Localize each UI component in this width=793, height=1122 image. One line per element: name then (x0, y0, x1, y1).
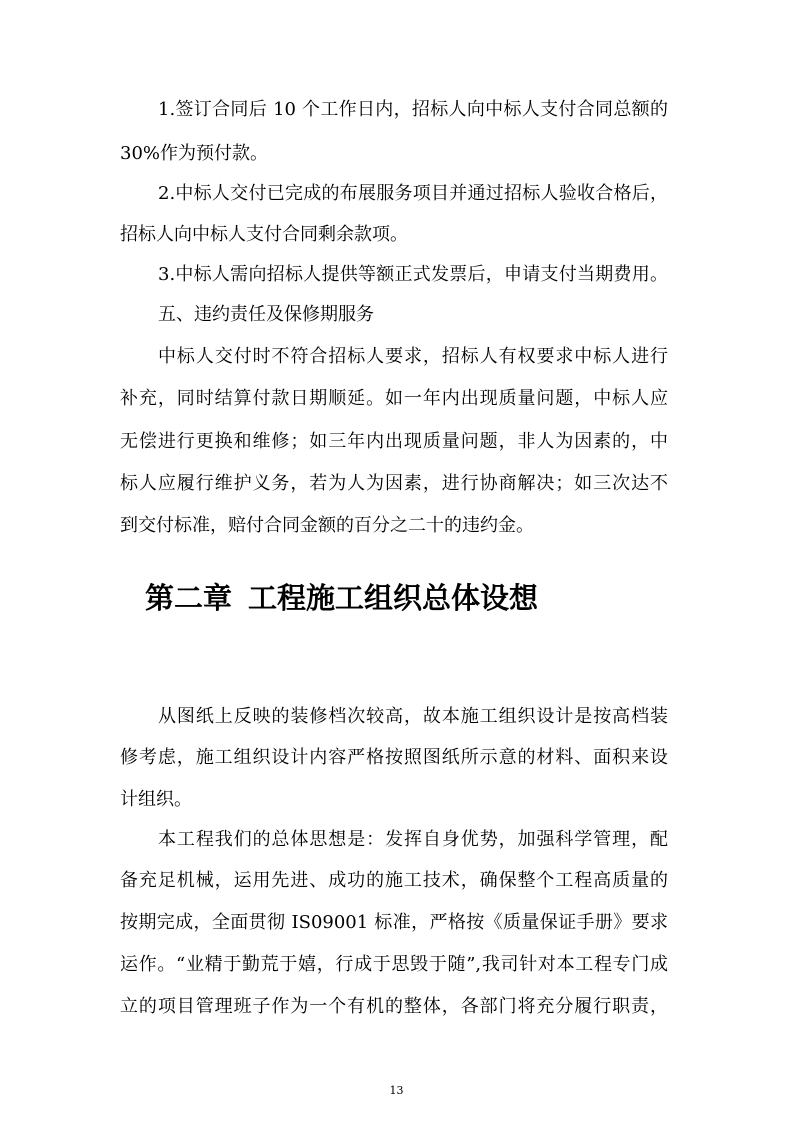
chapter-number: 第二章 (145, 581, 233, 615)
concept-para-2-line-5: 立的项目管理班子作为一个有机的整体，各部门将充分履行职责， (120, 996, 668, 1017)
payment-item-2-line-1: 2.中标人交付已完成的布展服务项目并通过招标人验收合格后， (158, 183, 668, 204)
liability-para-line-1: 中标人交付时不符合招标人要求，招标人有权要求中标人进行 (158, 346, 668, 367)
liability-para-line-4: 标人应履行维护义务，若为人为因素，进行协商解决；如三次达不 (120, 473, 668, 494)
payment-item-2-line-2: 招标人向中标人支付合同剩余款项。 (120, 224, 408, 245)
chapter-title: 工程施工组织总体设想 (248, 581, 539, 615)
chapter-heading (145, 578, 538, 618)
payment-item-3-line-1: 3.中标人需向招标人提供等额正式发票后，申请支付当期费用。 (158, 264, 668, 285)
payment-item-1-line-1: 1.签订合同后 10 个工作日内，招标人向中标人支付合同总额的 (158, 99, 668, 120)
concept-para-2-line-1: 本工程我们的总体思想是：发挥自身优势，加强科学管理，配 (158, 829, 668, 850)
liability-para-line-3: 无偿进行更换和维修；如三年内出现质量问题，非人为因素的，中 (120, 431, 668, 452)
liability-para-line-5: 到交付标准，赔付合同金额的百分之二十的违约金。 (120, 515, 534, 536)
concept-para-1-line-3: 计组织。 (120, 789, 192, 810)
concept-para-2-line-2: 备充足机械，运用先进、成功的施工技术，确保整个工程高质量的 (120, 870, 668, 891)
concept-para-1-line-1: 从图纸上反映的装修档次较高，故本施工组织设计是按高档装 (158, 706, 668, 727)
payment-item-1-line-2: 30%作为预付款。 (120, 143, 269, 164)
liability-section-title: 五、违约责任及保修期服务 (158, 304, 374, 325)
concept-para-1-line-2: 修考虑，施工组织设计内容严格按照图纸所示意的材料、面积来设 (120, 747, 668, 768)
liability-para-line-2: 补充，同时结算付款日期顺延。如一年内出现质量问题，中标人应 (120, 388, 668, 409)
concept-para-2-line-4: 运作。“业精于勤荒于嬉，行成于思毁于随”,我司针对本工程专门成 (120, 954, 668, 975)
concept-para-2-line-3: 按期完成，全面贯彻 IS09001 标准，严格按《质量保证手册》要求 (120, 912, 668, 933)
page-number: 13 (389, 1084, 404, 1097)
